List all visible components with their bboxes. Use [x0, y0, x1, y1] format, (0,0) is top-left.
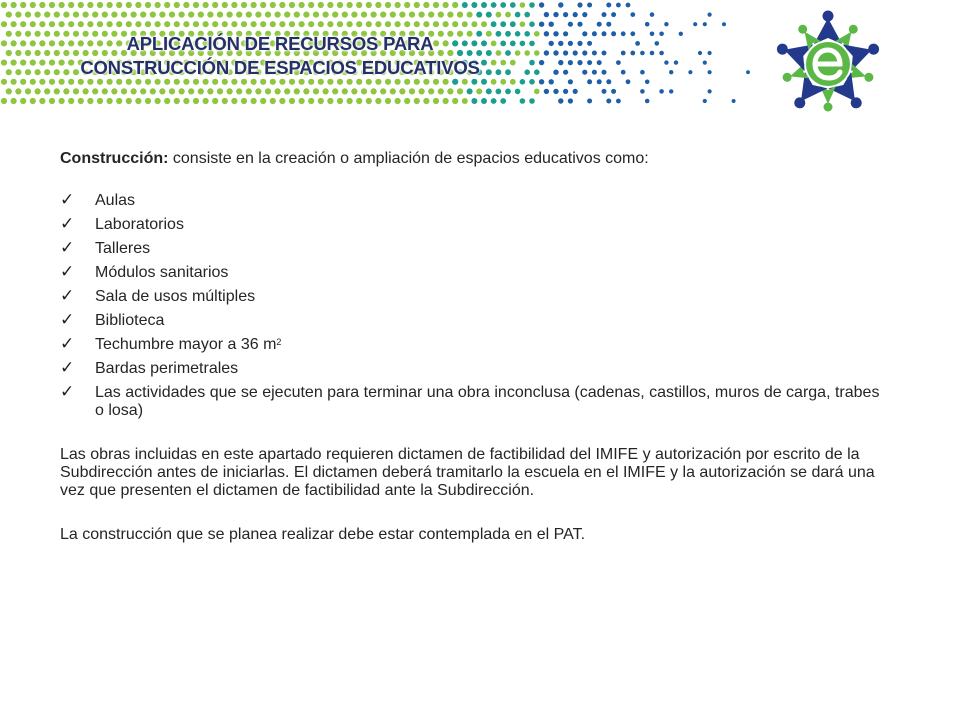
list-item: ✓ Módulos sanitarios — [60, 262, 229, 282]
check-mark-icon: ✓ — [60, 238, 75, 258]
construction-items-list — [60, 192, 890, 420]
check-mark-icon: ✓ — [60, 358, 75, 378]
check-mark-icon: ✓ — [60, 214, 75, 234]
check-mark-icon: ✓ — [60, 286, 75, 306]
list-item: ✓ Aulas — [60, 190, 136, 210]
list-item: ✓ Biblioteca — [60, 310, 165, 330]
list-item: ✓ Techumbre mayor a 36 $m^2$ — [60, 334, 282, 354]
list-item: ✓ Talleres — [60, 238, 151, 258]
list-item: ✓ Laboratorios — [60, 214, 184, 234]
intro-label: Construcción: — [60, 150, 169, 167]
intro-text: consiste en la creación o ampliación de espacios educativos como: — [168, 150, 649, 167]
page-title — [0, 32, 560, 80]
list-item: ✓ Sala de usos múltiples — [60, 286, 256, 306]
educational-e-star-logo-icon — [772, 8, 884, 120]
pat-paragraph: La construcción que se planea realizar debe estar contemplada en el PAT. — [60, 526, 586, 543]
check-mark-icon: ✓ — [60, 262, 75, 282]
list-item: ✓ Bardas perimetrales — [60, 358, 239, 378]
check-mark-icon: ✓ — [60, 334, 75, 354]
check-mark-icon: ✓ — [60, 190, 75, 210]
intro-paragraph — [60, 150, 890, 168]
superscript-2: 2 — [276, 337, 282, 347]
check-mark-icon: ✓ — [60, 310, 75, 330]
list-item: ✓ Las actividades que se ejecuten para terminar una obra inconclusa (cadenas, castillos, muros de carga, trabes o losa) — [60, 382, 880, 419]
title-line-1: APLICACIÓN DE RECURSOS PARA — [126, 33, 434, 54]
check-mark-icon: ✓ — [60, 382, 75, 402]
main-content — [60, 150, 890, 544]
requirements-paragraph: Las obras incluidas en este apartado requieren dictamen de factibilidad del IMIFE y autorización por escrito de la Subdirección antes de iniciarlas. El dictamen deberá tramitarlo la escuela en el IMIFE y la autorización se dará una vez que presenten el dictamen de factibilidad ante la Subdirección. — [60, 446, 875, 499]
title-line-2: CONSTRUCCIÓN DE ESPACIOS EDUCATIVOS — [80, 57, 480, 78]
